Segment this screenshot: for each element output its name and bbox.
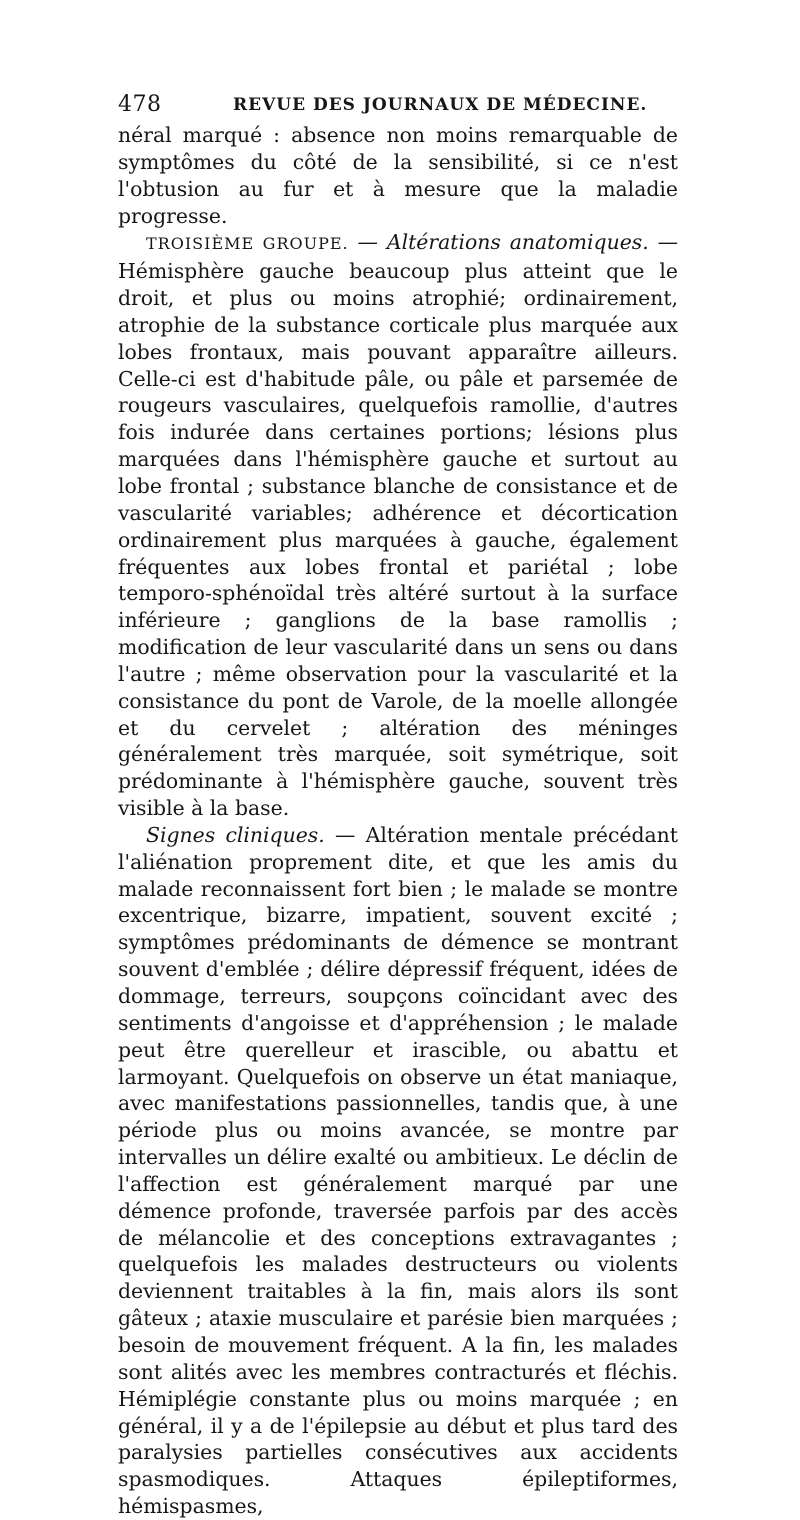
page-number: 478 [118, 92, 162, 117]
subheading-clinical: Signes cliniques. [146, 822, 325, 847]
paragraph-third-group [118, 229, 678, 822]
dash: — [348, 230, 387, 255]
body-text [118, 122, 678, 1520]
paragraph-clinical-signs [118, 822, 678, 1520]
paragraph-text: — Hémisphère gauche beaucoup plus atteint que le droit, et plus ou moins atrophié; ordinairement, atrophie de la substance corticale plus marquée aux lobes frontaux, mais pouvant apparaître ailleurs. Celle-ci est d'habitude pâle, ou pâle et parsemée de rougeurs vasculaires, quelquefois ramollie, d'autres fois indurée dans certaines portions; lésions plus marquées dans l'hémisphère gauche et surtout au lobe frontal ; substance blanche de consistance et de vascularité variables; adhérence et décortication ordinairement plus marquées à gauche, également fréquentes aux lobes frontal et pariétal ; lobe temporo-sphénoïdal très altéré surtout à la surface inférieure ; ganglions de la base ramollis ; modification de leur vascularité dans un sens ou dans l'autre ; même observation pour la vascularité et la consistance du pont de Varole, de la moelle allongée et du cervelet ; altération des méninges généralement très marquée, soit symétrique, soit prédominante à l'hémisphère gauche, souvent très visible à la base. [118, 230, 679, 821]
section-heading: TROISIÈME GROUPE. [146, 234, 349, 254]
paragraph-text: — Altération mentale précédant l'aliénation proprement dite, et que les amis du malade reconnaissent fort bien ; le malade se montre excentrique, bizarre, impatient, souvent excité ; symptômes prédominants de démence se montrant souvent d'emblée ; délire dépressif fréquent, idées de dommage, terreurs, soupçons coïncidant avec des sentiments d'angoisse et d'appréhension ; le malade peut être querelleur et irascible, ou abattu et larmoyant. Quelquefois on observe un état maniaque, avec manifestations passionnelles, tandis que, à une période plus ou moins avancée, se montre par intervalles un délire exalté ou ambitieux. Le déclin de l'affection est généralement marqué par une démence profonde, traversée parfois par des accès de mélancolie et des conceptions extravagantes ; quelquefois les malades destructeurs ou violents deviennent traitables à la fin, mais alors ils sont gâteux ; ataxie musculaire et parésie bien marquées ; besoin de mouvement fréquent. A la fin, les malades sont alités avec les membres contracturés et fléchis. Hémiplégie constante plus ou moins marquée ; en général, il y a de l'épilepsie au début et plus tard des paralysies partielles consécutives aux accidents spasmodiques. Attaques épileptiformes, hémispasmes, [118, 822, 678, 1519]
paragraph-continuation: néral marqué : absence non moins remarquable de symptômes du côté de la sensibilité, si ce n'est l'obtusion au fur et à mesure que la maladie progresse. [118, 123, 678, 228]
journal-title: REVUE DES JOURNAUX DE MÉDECINE. [233, 95, 648, 115]
subheading-anatomical: Altérations anatomiques. [386, 230, 649, 255]
book-page [118, 92, 678, 1520]
running-header [118, 92, 678, 122]
